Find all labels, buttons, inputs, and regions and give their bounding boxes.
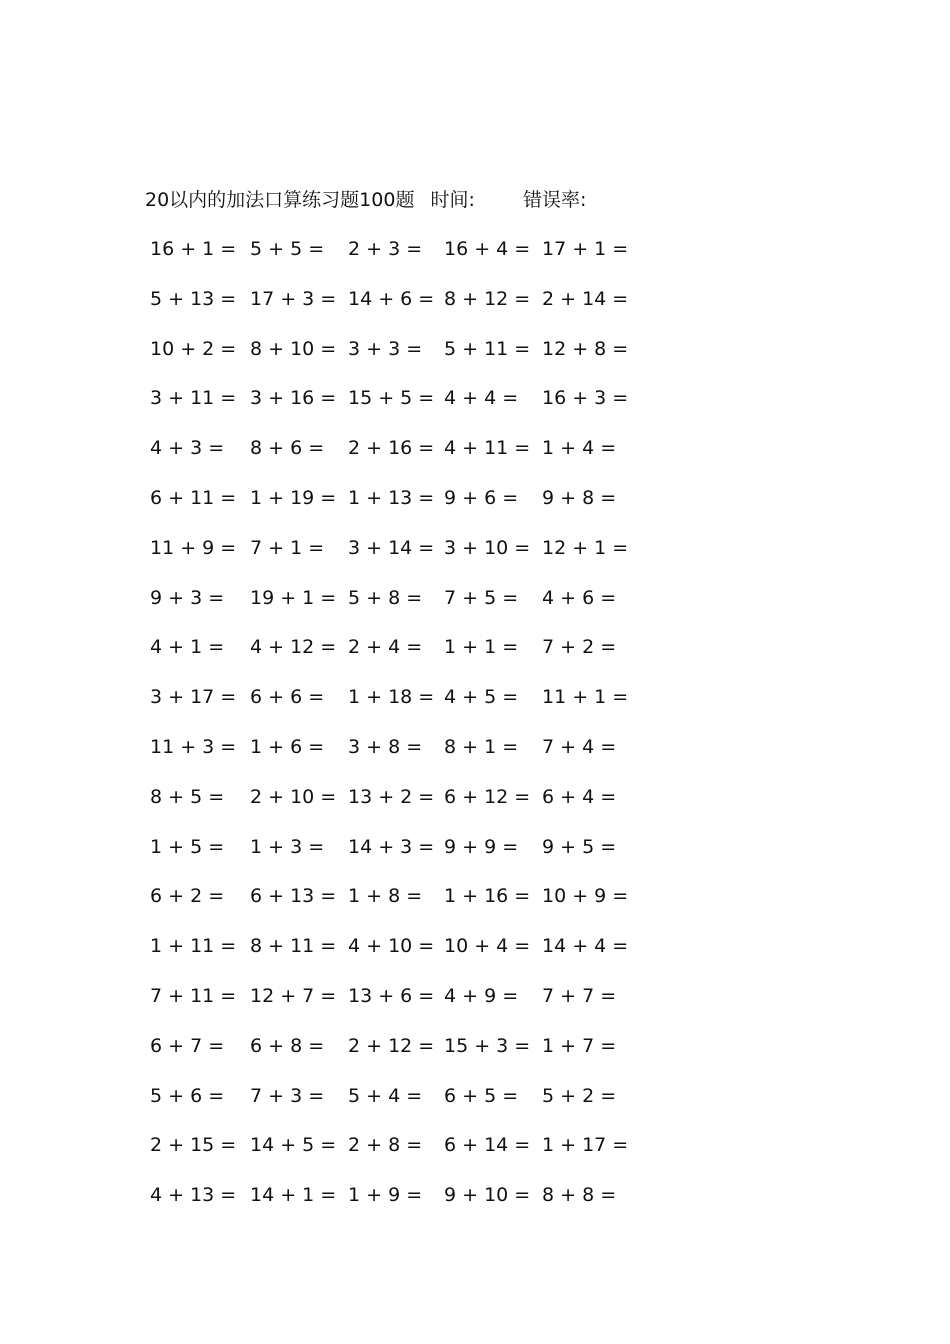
problem-item: 2 + 3 = <box>348 238 423 260</box>
problem-item: 4 + 9 = <box>444 985 519 1007</box>
problem-item: 2 + 15 = <box>150 1134 237 1157</box>
problem-item: 4 + 6 = <box>542 586 617 609</box>
problem-item: 1 + 8 = <box>348 885 423 908</box>
problem-item: 1 + 16 = <box>444 885 531 908</box>
problem-item: 16 + 3 = <box>542 387 629 410</box>
problem-item: 17 + 1 = <box>542 238 629 260</box>
problem-item: 5 + 6 = <box>150 1084 225 1107</box>
problem-item: 6 + 7 = <box>150 1034 225 1057</box>
problem-item: 1 + 4 = <box>542 437 617 460</box>
problem-item: 12 + 8 = <box>542 337 629 360</box>
problem-item: 8 + 6 = <box>250 437 325 460</box>
problem-item: 8 + 5 = <box>150 785 225 808</box>
problem-item: 1 + 13 = <box>348 487 435 509</box>
problem-item: 1 + 6 = <box>250 736 325 758</box>
problem-item: 7 + 3 = <box>250 1084 325 1107</box>
problem-item: 6 + 13 = <box>250 885 337 908</box>
problem-item: 7 + 1 = <box>250 536 325 559</box>
problem-item: 8 + 11 = <box>250 935 337 958</box>
problem-item: 8 + 12 = <box>444 287 531 310</box>
problem-item: 2 + 16 = <box>348 437 435 460</box>
problem-item: 10 + 2 = <box>150 337 237 360</box>
problem-item: 1 + 19 = <box>250 487 337 509</box>
time-label: 时间: <box>430 189 475 211</box>
worksheet-title: 20以内的加法口算练习题100题 <box>145 189 415 211</box>
problem-item: 6 + 11 = <box>150 487 237 509</box>
problem-item: 9 + 3 = <box>150 586 225 609</box>
problem-item: 13 + 2 = <box>348 785 435 808</box>
problem-item: 2 + 4 = <box>348 636 423 659</box>
problem-item: 14 + 3 = <box>348 835 435 858</box>
problem-item: 4 + 11 = <box>444 437 531 460</box>
problem-item: 3 + 8 = <box>348 736 423 758</box>
problem-item: 5 + 4 = <box>348 1084 423 1107</box>
problem-item: 5 + 11 = <box>444 337 531 360</box>
problem-item: 4 + 4 = <box>444 387 519 410</box>
problem-item: 9 + 6 = <box>444 487 519 509</box>
problem-item: 5 + 8 = <box>348 586 423 609</box>
problem-item: 2 + 10 = <box>250 785 337 808</box>
problem-item: 4 + 13 = <box>150 1184 237 1207</box>
error-rate-label: 错误率: <box>522 189 587 211</box>
problem-item: 5 + 2 = <box>542 1084 617 1107</box>
problem-item: 1 + 18 = <box>348 686 435 709</box>
problem-item: 1 + 5 = <box>150 835 225 858</box>
problem-item: 4 + 10 = <box>348 935 435 958</box>
problem-item: 1 + 7 = <box>542 1034 617 1057</box>
problem-item: 4 + 5 = <box>444 686 519 709</box>
problem-item: 4 + 3 = <box>150 437 225 460</box>
problem-item: 1 + 17 = <box>542 1134 629 1157</box>
problem-item: 6 + 6 = <box>250 686 325 709</box>
problem-item: 8 + 8 = <box>542 1184 617 1207</box>
problem-item: 8 + 1 = <box>444 736 519 758</box>
problem-item: 6 + 14 = <box>444 1134 531 1157</box>
problem-item: 3 + 11 = <box>150 387 237 410</box>
problem-item: 2 + 14 = <box>542 287 629 310</box>
problem-item: 14 + 4 = <box>542 935 629 958</box>
problem-item: 9 + 9 = <box>444 835 519 858</box>
problem-item: 7 + 2 = <box>542 636 617 659</box>
problem-item: 14 + 6 = <box>348 287 435 310</box>
problem-item: 14 + 5 = <box>250 1134 337 1157</box>
problem-item: 6 + 12 = <box>444 785 531 808</box>
problem-item: 15 + 3 = <box>444 1034 531 1057</box>
problem-item: 19 + 1 = <box>250 586 337 609</box>
problem-item: 3 + 3 = <box>348 337 423 360</box>
problem-item: 6 + 4 = <box>542 785 617 808</box>
problem-item: 3 + 14 = <box>348 536 435 559</box>
problem-item: 12 + 1 = <box>542 536 629 559</box>
problem-item: 11 + 3 = <box>150 736 237 758</box>
problem-item: 7 + 5 = <box>444 586 519 609</box>
problem-item: 9 + 10 = <box>444 1184 531 1207</box>
problem-item: 3 + 16 = <box>250 387 337 410</box>
problem-item: 5 + 13 = <box>150 287 237 310</box>
problem-item: 6 + 8 = <box>250 1034 325 1057</box>
problem-item: 13 + 6 = <box>348 985 435 1007</box>
problem-item: 7 + 11 = <box>150 985 237 1007</box>
problem-item: 7 + 4 = <box>542 736 617 758</box>
problem-item: 10 + 4 = <box>444 935 531 958</box>
problem-item: 9 + 5 = <box>542 835 617 858</box>
problem-item: 6 + 5 = <box>444 1084 519 1107</box>
problem-item: 5 + 5 = <box>250 238 325 260</box>
problem-item: 2 + 8 = <box>348 1134 423 1157</box>
problem-item: 1 + 11 = <box>150 935 237 958</box>
problem-item: 9 + 8 = <box>542 487 617 509</box>
problem-item: 1 + 9 = <box>348 1184 423 1207</box>
problem-item: 12 + 7 = <box>250 985 337 1007</box>
problem-item: 8 + 10 = <box>250 337 337 360</box>
problem-item: 4 + 1 = <box>150 636 225 659</box>
problem-item: 17 + 3 = <box>250 287 337 310</box>
problem-item: 16 + 1 = <box>150 238 237 260</box>
problem-item: 11 + 1 = <box>542 686 629 709</box>
problem-item: 7 + 7 = <box>542 985 617 1007</box>
problem-item: 6 + 2 = <box>150 885 225 908</box>
problem-item: 16 + 4 = <box>444 238 531 260</box>
problem-item: 2 + 12 = <box>348 1034 435 1057</box>
problem-item: 3 + 10 = <box>444 536 531 559</box>
problem-item: 14 + 1 = <box>250 1184 337 1207</box>
problem-item: 3 + 17 = <box>150 686 237 709</box>
problem-item: 1 + 1 = <box>444 636 519 659</box>
problem-item: 1 + 3 = <box>250 835 325 858</box>
problem-item: 15 + 5 = <box>348 387 435 410</box>
problem-item: 4 + 12 = <box>250 636 337 659</box>
problem-item: 10 + 9 = <box>542 885 629 908</box>
problem-item: 11 + 9 = <box>150 536 237 559</box>
